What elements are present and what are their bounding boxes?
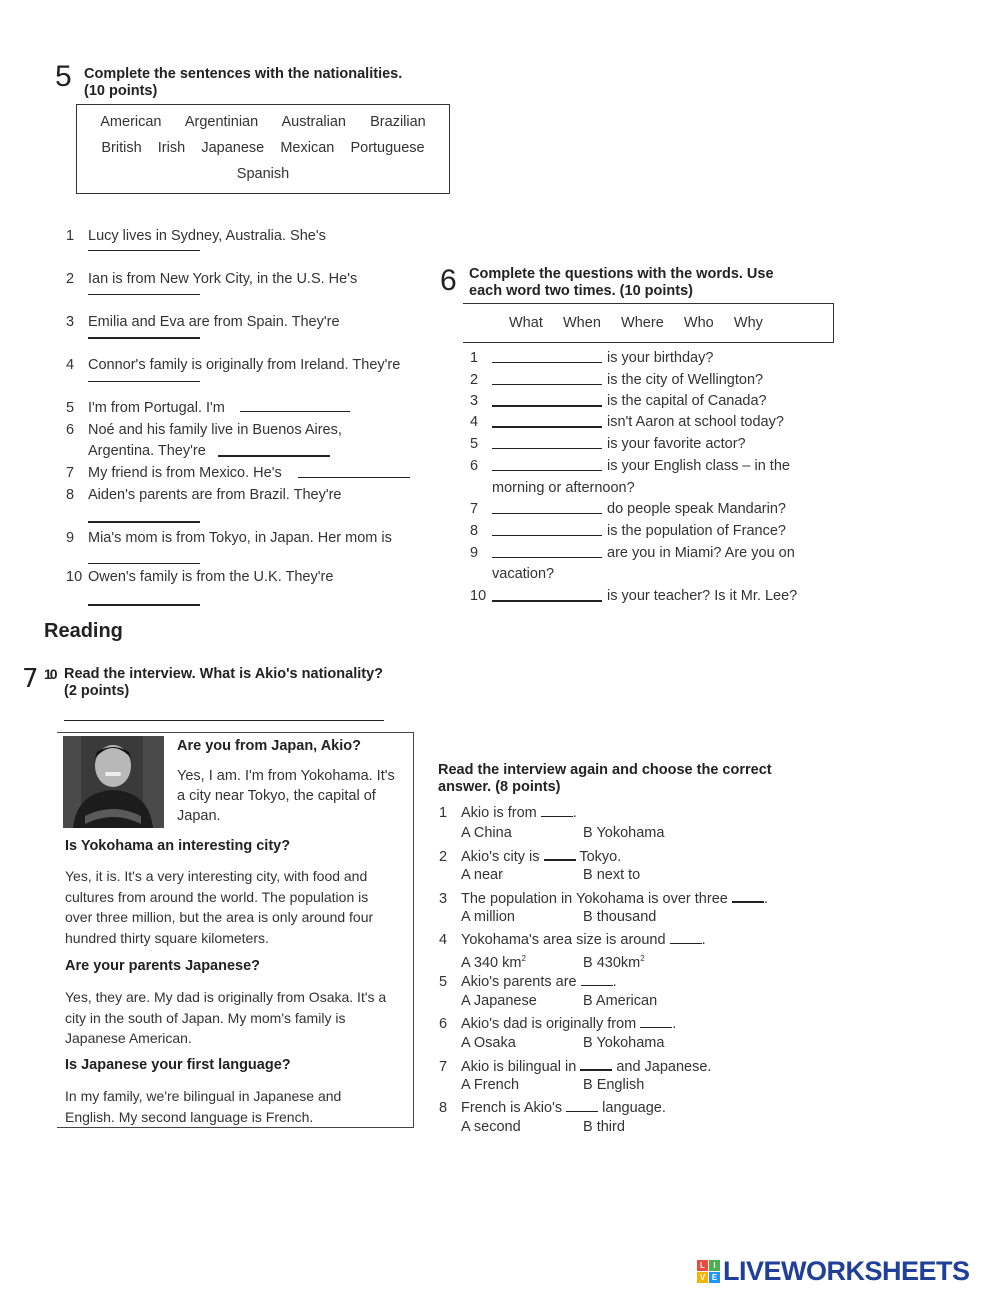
s6-item-10: 10 [470, 588, 487, 604]
s6-item-8: 8 [470, 523, 479, 539]
s8-q-5: 5 Akio's parents are . [439, 974, 617, 990]
s6-blank-4[interactable] [492, 426, 602, 428]
s6-blank-3[interactable] [492, 405, 602, 407]
s8-option-b-4[interactable]: B 430km [583, 954, 641, 971]
logo-text: LIVEWORKSHEETS [723, 1255, 970, 1286]
s8-option-a-1[interactable]: A China [461, 825, 512, 841]
s8-b-6 [583, 1034, 664, 1052]
s5-blank-3[interactable] [88, 337, 200, 339]
s8-a-3 [461, 908, 515, 926]
s6-item-6-text: is your English class – in the [607, 458, 790, 474]
s6-item-9: 9 [470, 545, 479, 561]
s5-item-3: 3 Emilia and Eva are from Spain. They're [66, 314, 340, 330]
s8-b-1 [583, 824, 664, 842]
s6-item-3-text: is the capital of Canada? [607, 393, 767, 409]
s8-a-7 [461, 1076, 519, 1094]
akio-photo [63, 736, 164, 828]
section-6-title: Complete the questions with the words. Use each word two times. (10 points) [469, 266, 774, 299]
section-5-word-box [76, 104, 450, 194]
s6-blank-2[interactable] [492, 384, 602, 385]
section-5-number: 5 [55, 60, 72, 93]
s8-b-5 [583, 992, 657, 1010]
s8-option-a-4[interactable]: A 340 km [461, 954, 522, 971]
s5-blank-7[interactable] [298, 477, 410, 478]
section-8-title: Read the interview again and choose the correct answer. (8 points) [438, 762, 772, 795]
s6-item-6: 6 [470, 458, 479, 474]
s6-blank-7[interactable] [492, 513, 602, 514]
s6-blank-5[interactable] [492, 448, 602, 449]
interview-photo-border [57, 732, 413, 733]
s8-q-7: 7 Akio is bilingual in and Japanese. [439, 1059, 712, 1075]
s8-blank-4[interactable] [670, 931, 702, 944]
s5-item-2: 2 Ian is from New York City, in the U.S. He's [66, 271, 358, 287]
s8-a-5 [461, 992, 537, 1010]
s8-blank-2[interactable] [544, 847, 576, 861]
s6-item-5-text: is your favorite actor? [607, 436, 746, 452]
logo-block-e: E [709, 1272, 720, 1283]
s8-q-8: 8 French is Akio's language. [439, 1100, 666, 1116]
logo-block-v: V [697, 1272, 708, 1283]
s6-item-4-text: isn't Aaron at school today? [607, 414, 784, 430]
s6-item-9-text2: vacation? [492, 566, 555, 582]
interview-q2: Is Yokohama an interesting city? [65, 838, 291, 854]
s8-a-6 [461, 1034, 516, 1052]
s5-blank-8[interactable] [88, 521, 200, 523]
s5-item-10: 10 Owen's family is from the U.K. They're [66, 569, 334, 585]
s8-a-4: A 340 $km^2$ [461, 954, 526, 971]
reading-answer-line[interactable] [64, 720, 384, 721]
s6-item-2: 2 [470, 372, 479, 388]
s6-blank-9[interactable] [492, 557, 602, 558]
s8-blank-8[interactable] [566, 1099, 598, 1112]
s5-blank-5[interactable] [240, 411, 350, 412]
word-box-row-1: American Argentinian Australian Brazilian [100, 114, 426, 130]
reading-number-overlay: 10 [44, 666, 56, 682]
s8-q-6: 6 Akio's dad is originally from . [439, 1016, 677, 1032]
s6-item-7: 7 [470, 501, 479, 517]
s8-option-a-5[interactable]: A Japanese [461, 993, 537, 1009]
logo-block-i: I [709, 1260, 720, 1271]
s8-option-b-5[interactable]: B American [583, 993, 658, 1009]
section-6-word-box [463, 303, 834, 343]
s6-blank-10[interactable] [492, 600, 602, 602]
s6-item-10-text: is your teacher? Is it Mr. Lee? [607, 588, 798, 604]
s8-blank-1[interactable] [541, 804, 573, 817]
s8-option-b-6[interactable]: B Yokohama [583, 1035, 665, 1051]
s6-item-7-text: do people speak Mandarin? [607, 501, 786, 517]
s8-option-b-7[interactable]: B English [583, 1077, 645, 1093]
s5-blank-4[interactable] [88, 381, 200, 382]
interview-a1: Yes, I am. I'm from Yokohama. It's a city near Tokyo, the capital of Japan. [177, 768, 395, 824]
s6-item-2-text: is the city of Wellington? [607, 372, 764, 388]
s5-item-6-line2: Argentina. They're [88, 443, 206, 459]
s5-blank-9[interactable] [88, 563, 200, 564]
liveworksheets-logo[interactable] [697, 1255, 970, 1287]
s8-option-b-8[interactable]: B third [583, 1119, 625, 1135]
s8-b-2 [583, 866, 640, 884]
s6-blank-8[interactable] [492, 535, 602, 536]
s8-option-b-3[interactable]: B thousand [583, 909, 657, 925]
s5-item-9: 9 Mia's mom is from Tokyo, in Japan. Her mom is [66, 530, 392, 546]
person-portrait-icon [63, 736, 164, 828]
s8-q-1: 1 Akio is from . [439, 805, 577, 821]
s5-blank-10[interactable] [88, 604, 200, 606]
s8-q-2: 2 Akio's city is Tokyo. [439, 849, 622, 865]
s6-item-5: 5 [470, 436, 479, 452]
s8-q-3: 3 The population in Yokohama is over three . [439, 891, 768, 907]
s6-item-4: 4 [470, 414, 479, 430]
s8-option-a-6[interactable]: A Osaka [461, 1035, 516, 1051]
s8-a-8 [461, 1118, 521, 1136]
s6-blank-1[interactable] [492, 362, 602, 363]
section-5-title: Complete the sentences with the nationalities. (10 points) [84, 66, 403, 99]
s8-b-4: B $430km^2$ [583, 954, 645, 971]
interview-a3: Yes, they are. My dad is originally from Osaka. It's a city in the south of Japan. My mom's family is Japanese American. [65, 989, 387, 1046]
s8-a-2 [461, 866, 503, 884]
s6-item-8-text: is the population of France? [607, 523, 786, 539]
section-6-words: What When Where Who Why [509, 315, 763, 331]
s5-blank-1[interactable] [88, 250, 200, 251]
word-box-row-2: British Irish Japanese Mexican Portuguese [101, 140, 425, 156]
s5-blank-6[interactable] [218, 455, 330, 457]
reading-number: 7 [22, 664, 39, 694]
s6-item-1-text: is your birthday? [607, 350, 714, 366]
interview-q4: Is Japanese your first language? [65, 1057, 291, 1073]
s6-item-9-text: are you in Miami? Are you on [607, 545, 795, 561]
s8-blank-5[interactable] [581, 973, 613, 986]
interview-q3: Are your parents Japanese? [65, 958, 261, 974]
word-box-row-3: Spanish [236, 166, 290, 182]
s8-a-1 [461, 824, 512, 842]
s5-item-8: 8 Aiden's parents are from Brazil. They're [66, 487, 342, 503]
s5-item-1: 1 Lucy lives in Sydney, Australia. She's [66, 228, 326, 244]
section-6-number: 6 [440, 264, 457, 297]
s6-blank-6[interactable] [492, 470, 602, 471]
s8-b-8 [583, 1118, 625, 1136]
s5-item-6: 6 Noé and his family live in Buenos Aires, [66, 422, 342, 438]
s8-option-a-3[interactable]: A million [461, 909, 515, 925]
interview-a2: Yes, it is. It's a very interesting city, with food and cultures from around the world. The population is over three million, but the area is only around four hundred thirty square kilometers. [65, 868, 374, 946]
s8-option-a-2[interactable]: A near [461, 867, 503, 883]
s5-item-4: 4 Connor's family is originally from Ireland. They're [66, 357, 401, 373]
s6-item-1: 1 [470, 350, 479, 366]
s6-item-6-text2: morning or afternoon? [492, 480, 635, 496]
s8-q-4: 4 Yokohama's area size is around . [439, 932, 706, 948]
s6-item-3: 3 [470, 393, 479, 409]
s8-option-b-1[interactable]: B Yokohama [583, 825, 665, 841]
s8-blank-7[interactable] [580, 1057, 612, 1071]
s8-b-7 [583, 1076, 644, 1094]
logo-blocks-icon [697, 1260, 720, 1283]
logo-block-l: L [697, 1260, 708, 1271]
s8-blank-3[interactable] [732, 889, 764, 903]
reading-title: Read the interview. What is Akio's nationality? (2 points) [64, 666, 384, 699]
s5-item-7: 7 My friend is from Mexico. He's [66, 465, 282, 481]
s8-option-a-8[interactable]: A second [461, 1119, 521, 1135]
reading-heading: Reading [44, 620, 123, 642]
s5-blank-2[interactable] [88, 294, 200, 295]
s8-option-a-7[interactable]: A French [461, 1077, 520, 1093]
s8-b-3 [583, 908, 656, 926]
interview-q1: Are you from Japan, Akio? [177, 738, 361, 754]
s8-option-b-2[interactable]: B next to [583, 867, 641, 883]
s5-item-5: 5 I'm from Portugal. I'm [66, 400, 225, 416]
interview-a4: In my family, we're bilingual in Japanese and English. My second language is French. [65, 1088, 342, 1125]
s8-blank-6[interactable] [640, 1015, 672, 1028]
